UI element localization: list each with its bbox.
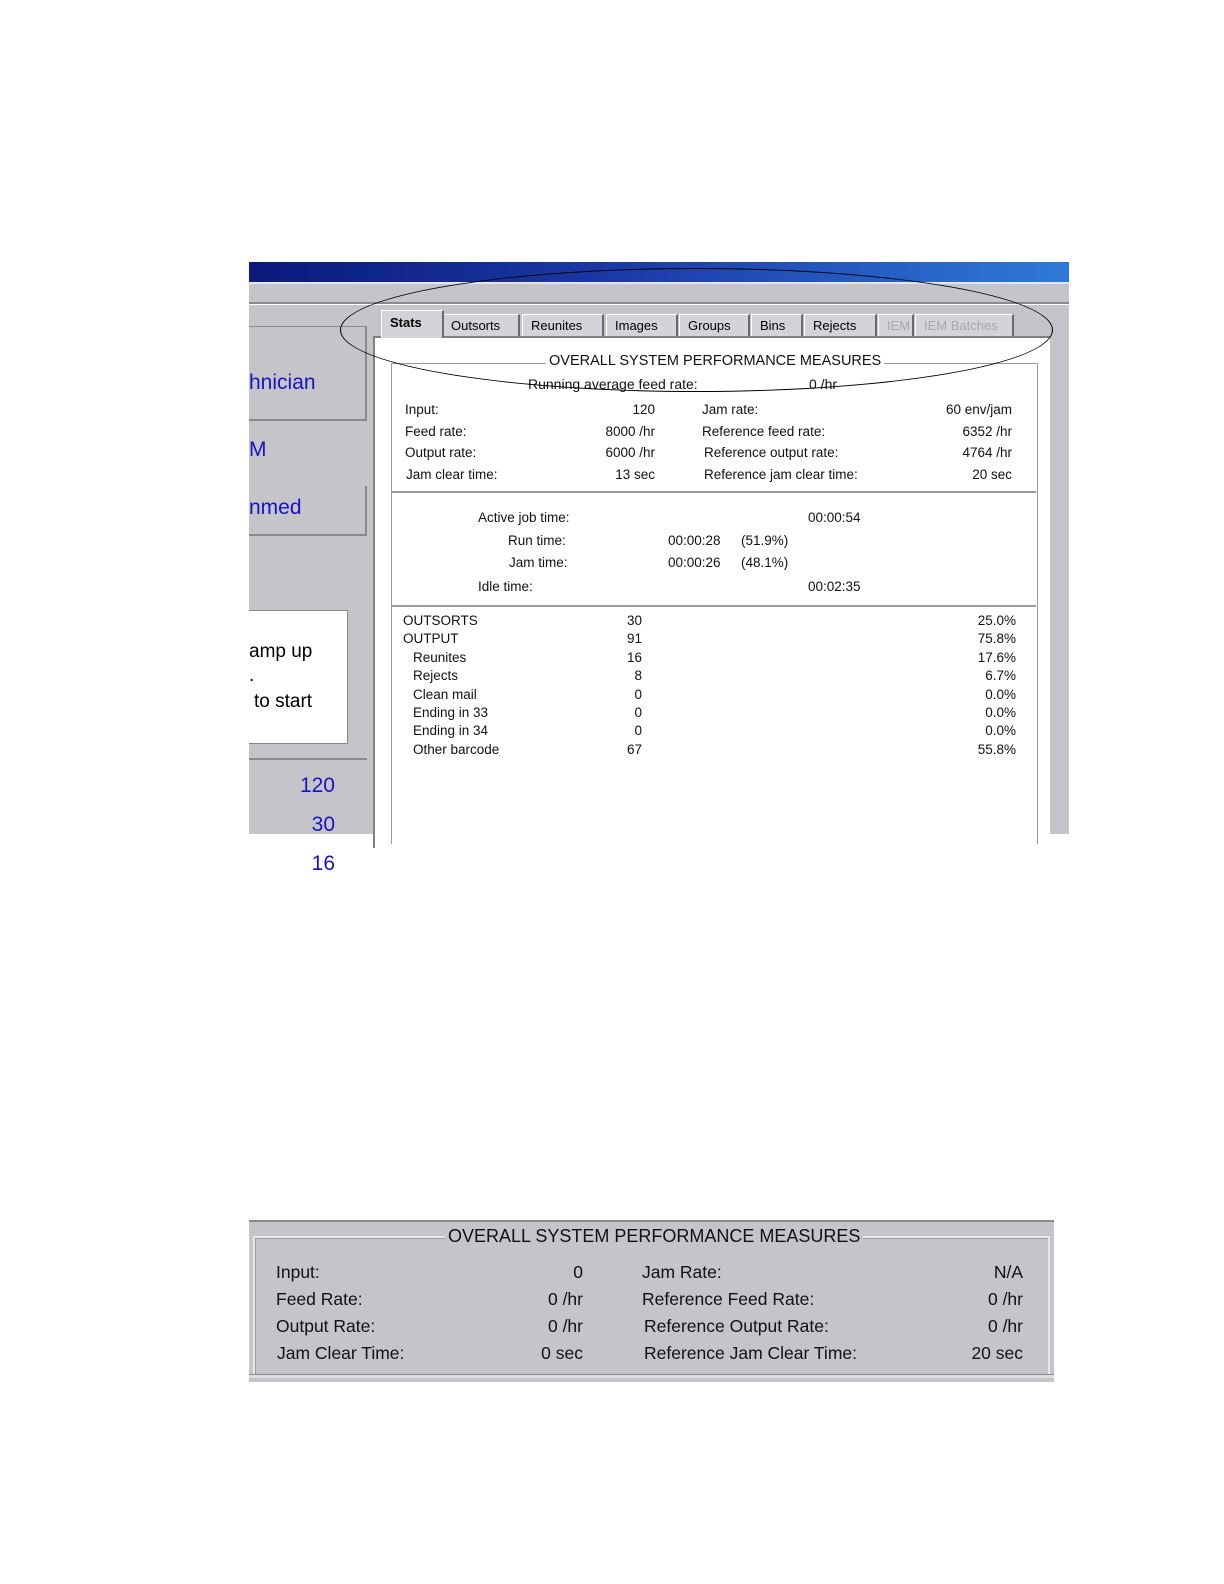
status-text: nmed	[249, 496, 302, 519]
input-value: 0	[573, 1262, 583, 1282]
feed-rate-value: 0 /hr	[547, 1289, 583, 1309]
times-divider	[391, 605, 1036, 607]
tab-iem: IEM	[878, 314, 914, 336]
breakdown-percent: 0.0%	[985, 723, 1016, 738]
message-box	[249, 610, 348, 744]
input-label: Input:	[405, 402, 439, 417]
operator-role-text: hnician	[249, 371, 316, 394]
tab-groups[interactable]: Groups	[679, 314, 750, 336]
message-line-2: .	[249, 665, 255, 686]
jam-rate-label: Jam Rate:	[642, 1262, 722, 1282]
breakdown-count: 91	[626, 631, 642, 646]
feed-rate-value: 8000 /hr	[605, 424, 655, 439]
breakdown-percent: 25.0%	[977, 613, 1016, 628]
reference-jam-clear-time-value: 20 sec	[971, 1343, 1023, 1363]
count-outsorts: 30	[311, 813, 335, 836]
breakdown-label: Ending in 34	[413, 723, 489, 738]
counts-separator	[249, 758, 367, 760]
breakdown-label: OUTPUT	[403, 631, 459, 646]
breakdown-count: 0	[634, 705, 642, 720]
reference-output-rate-label: Reference Output Rate:	[644, 1316, 829, 1336]
output-rate-value: 6000 /hr	[605, 445, 655, 460]
input-value: 120	[632, 402, 655, 417]
input-label: Input:	[276, 1262, 320, 1282]
feed-rate-label: Feed Rate:	[276, 1289, 363, 1309]
breakdown-count: 8	[634, 668, 642, 683]
toolbar-separator	[249, 302, 1069, 305]
running-avg-value: 0 /hr	[809, 376, 838, 392]
reference-feed-rate-label: Reference Feed Rate:	[642, 1289, 815, 1309]
reference-output-rate-label: Reference output rate:	[704, 445, 839, 460]
breakdown-count: 30	[626, 613, 642, 628]
jam-rate-value: N/A	[993, 1262, 1023, 1282]
tab-rejects[interactable]: Rejects	[804, 314, 877, 336]
output-rate-label: Output rate:	[405, 445, 477, 460]
active-job-time-value: 00:00:54	[808, 510, 861, 525]
message-line-3: to start	[254, 691, 313, 712]
jam-time-label: Jam time:	[509, 555, 568, 570]
breakdown-count: 67	[626, 742, 642, 757]
breakdown-label: Clean mail	[413, 687, 477, 702]
tab-iem-batches: IEM Batches	[915, 314, 1014, 336]
reference-output-rate-value: 0 /hr	[987, 1316, 1023, 1336]
jam-clear-time-value: 13 sec	[615, 467, 655, 482]
operator-box	[249, 326, 367, 461]
breakdown-percent: 55.8%	[977, 742, 1016, 757]
count-input: 120	[299, 774, 335, 797]
reference-jam-clear-time-value: 20 sec	[972, 467, 1012, 482]
output-rate-value: 0 /hr	[547, 1316, 583, 1336]
running-avg-label: Running average feed rate:	[528, 376, 698, 392]
jam-rate-label: Jam rate:	[702, 402, 759, 417]
breakdown-percent: 6.7%	[985, 668, 1016, 683]
reference-feed-rate-value: 0 /hr	[987, 1289, 1023, 1309]
breakdown-label: OUTSORTS	[403, 613, 478, 628]
feed-rate-label: Feed rate:	[405, 424, 467, 439]
idle-time-value: 00:02:35	[808, 579, 861, 594]
panel-bottom-edge	[249, 1374, 1054, 1378]
breakdown-percent: 0.0%	[985, 705, 1016, 720]
jam-clear-time-label: Jam Clear Time:	[277, 1343, 405, 1363]
run-time-percent: (51.9%)	[741, 533, 789, 548]
output-rate-label: Output Rate:	[276, 1316, 376, 1336]
reference-feed-rate-value: 6352 /hr	[962, 424, 1012, 439]
jam-time-value: 00:00:26	[668, 555, 721, 570]
breakdown-label: Rejects	[413, 668, 459, 683]
tab-bins[interactable]: Bins	[751, 314, 803, 336]
reference-feed-rate-label: Reference feed rate:	[702, 424, 826, 439]
status-box	[249, 486, 367, 536]
jam-rate-value: 60 env/jam	[945, 402, 1012, 417]
performance-section-title: OVERALL SYSTEM PERFORMANCE MEASURES	[445, 1226, 863, 1247]
message-line-1: amp up	[249, 641, 313, 662]
breakdown-percent: 17.6%	[977, 650, 1016, 665]
stats-screenshot	[249, 262, 1069, 875]
breakdown-percent: 75.8%	[977, 631, 1016, 646]
performance-section-title: OVERALL SYSTEM PERFORMANCE MEASURES	[546, 353, 884, 369]
jam-clear-time-value: 0 sec	[541, 1343, 583, 1363]
window-titlebar	[249, 262, 1069, 282]
menubar	[249, 282, 1069, 284]
tab-images[interactable]: Images	[606, 314, 678, 336]
breakdown-percent: 0.0%	[985, 687, 1016, 702]
performance-panel-screenshot	[249, 1220, 1054, 1382]
jam-time-percent: (48.1%)	[741, 555, 789, 570]
breakdown-label: Reunites	[413, 650, 467, 665]
tab-reunites[interactable]: Reunites	[522, 314, 604, 336]
breakdown-count: 0	[634, 723, 642, 738]
count-reunites: 16	[311, 852, 335, 875]
reference-output-rate-value: 4764 /hr	[962, 445, 1012, 460]
idle-time-label: Idle time:	[478, 579, 533, 594]
operator-mode-text: M	[249, 438, 267, 461]
breakdown-label: Other barcode	[413, 742, 500, 757]
breakdown-label: Ending in 33	[413, 705, 489, 720]
tab-stats[interactable]: Stats	[381, 310, 444, 338]
reference-jam-clear-time-label: Reference jam clear time:	[704, 467, 858, 482]
tab-strip	[377, 310, 1017, 336]
run-time-value: 00:00:28	[668, 533, 721, 548]
breakdown-count: 0	[634, 687, 642, 702]
metrics-divider	[391, 491, 1036, 493]
active-job-time-label: Active job time:	[478, 510, 570, 525]
reference-jam-clear-time-label: Reference Jam Clear Time:	[644, 1343, 857, 1363]
left-status-panel	[249, 326, 367, 875]
run-time-label: Run time:	[508, 533, 566, 548]
breakdown-count: 16	[626, 650, 642, 665]
tab-outsorts[interactable]: Outsorts	[442, 314, 520, 336]
jam-clear-time-label: Jam clear time:	[406, 467, 498, 482]
